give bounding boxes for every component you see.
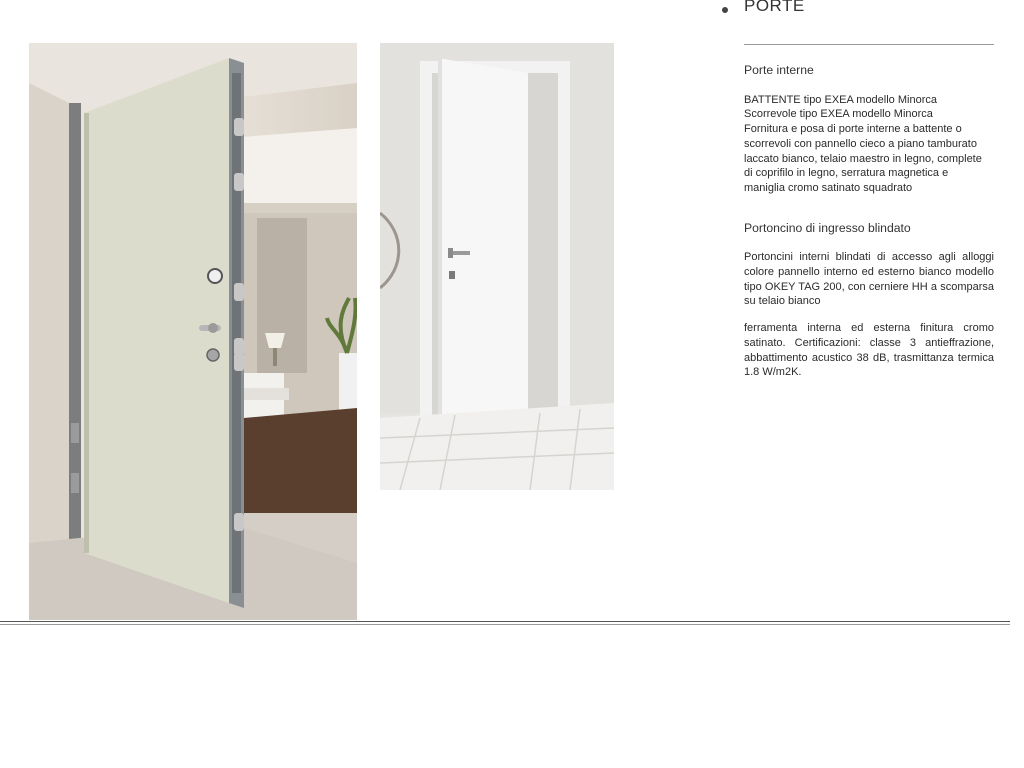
description-line: di coprifilo in legno, serratura magnetica e xyxy=(744,167,949,180)
description-line: laccato bianco, telaio maestro in legno, complete xyxy=(744,152,982,165)
description-line: maniglia cromo satinato squadrato xyxy=(744,181,913,194)
header-divider xyxy=(744,44,994,45)
footer-divider-secondary xyxy=(0,624,1010,625)
description-line: Scorrevole tipo EXEA modello Minorca xyxy=(744,108,933,121)
interior-doors-heading: Porte interne xyxy=(744,63,814,77)
interior-door-photo xyxy=(380,43,614,490)
armored-door-photo xyxy=(29,43,357,620)
bullet-icon xyxy=(722,7,728,13)
text-column xyxy=(744,63,994,380)
armored-door-heading: Portoncino di ingresso blindato xyxy=(744,220,911,235)
armored-door-specs: ferramenta interna ed esterna finitura cromo satinato. Certificazioni: classe 3 antieffrazione, abbattimento acustico 38 dB, trasmittanza termica 1.8 W/m2K. xyxy=(744,322,994,379)
interior-door-illustration xyxy=(380,43,614,490)
footer-divider xyxy=(0,621,1010,622)
section-title: PORTE xyxy=(744,0,805,15)
description-line: scorrevoli con pannello cieco a piano tamburato xyxy=(744,137,977,150)
description-line: Fornitura e posa di porte interne a battente o xyxy=(744,123,962,136)
armored-door-illustration xyxy=(29,43,357,620)
interior-doors-description xyxy=(744,93,994,196)
armored-door-description: Portoncini interni blindati di accesso agli alloggi colore pannello interno ed esterno bianco modello tipo OKEY TAG 200, con cerniere HH a scomparsa su telaio bianco xyxy=(744,251,994,308)
description-line: BATTENTE tipo EXEA modello Minorca xyxy=(744,93,937,106)
